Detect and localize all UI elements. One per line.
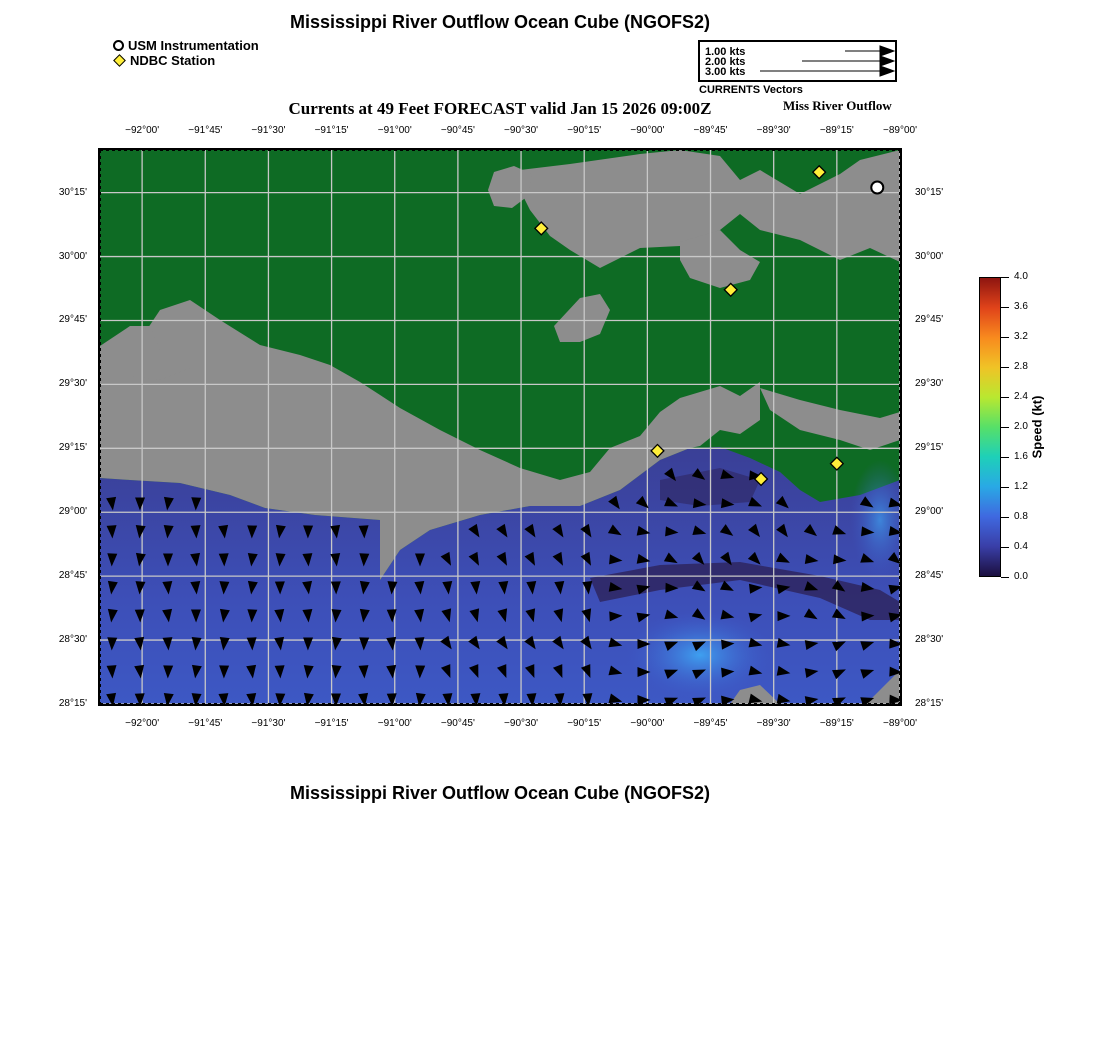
lat-tick-label: 28°15' [58,698,87,709]
lat-tick-label: 30°15' [58,186,87,198]
lat-tick-label: 28°45' [58,570,87,582]
colorbar-tick-label: 1.6 [1014,451,1028,462]
lon-tick-label: −91°15' [314,718,349,729]
colorbar-tick-mark [1001,577,1009,578]
lon-tick-label: −90°15' [567,125,602,136]
colorbar-tick-mark [1001,337,1009,338]
lon-tick-label: −89°30' [756,125,791,136]
lon-tick-label: −89°00' [883,718,917,729]
colorbar-tick-label: 1.2 [1014,481,1028,492]
lat-tick-label: 30°00' [915,250,944,262]
vector-key-row-3: 3.00 kts [705,66,746,78]
colorbar-tick-mark [1001,457,1009,458]
vector-key-arrows [700,42,895,80]
lon-tick-label: −90°00' [630,125,665,136]
lat-tick-label: 30°15' [915,186,944,198]
lon-tick-label: −90°45' [440,718,475,729]
open-circle-icon [113,40,124,51]
vector-key-title: CURRENTS Vectors [699,84,803,96]
colorbar-tick-mark [1001,427,1009,428]
lat-tick-label: 28°30' [915,634,944,646]
vector-key-row-2: 2.00 kts [705,56,746,68]
lat-tick-label: 29°30' [58,378,87,390]
map-subtitle: Currents at 49 Feet FORECAST valid Jan 15 2026 09:00Z [288,99,712,118]
map-frame [98,148,902,706]
colorbar-tick-mark [1001,487,1009,488]
legend-ndbc [113,53,215,68]
lon-tick-label: −89°15' [819,718,854,729]
legend-usm [113,38,259,53]
lon-tick-label: −90°30' [504,125,539,136]
lat-tick-label: 29°45' [915,314,944,326]
lon-tick-label: −89°30' [756,718,791,729]
colorbar-tick-mark [1001,547,1009,548]
colorbar-tick-mark [1001,277,1009,278]
speed-colorbar [979,277,1001,577]
lon-tick-label: −90°00' [630,718,665,729]
lon-tick-label: −89°45' [693,125,728,136]
colorbar-tick-label: 2.4 [1014,391,1028,402]
lat-tick-label: 29°00' [915,506,944,518]
lon-tick-label: −92°00' [125,125,160,136]
lon-tick-label: −91°00' [377,125,412,136]
currents-map [98,148,902,706]
footer-title: Mississippi River Outflow Ocean Cube (NGOFS2) [289,783,711,803]
lat-tick-label: 29°45' [58,314,87,326]
colorbar-tick-label: 0.0 [1014,571,1028,582]
lat-tick-label: 29°15' [58,442,87,454]
lat-tick-label: 28°30' [58,634,87,646]
lon-tick-label: −89°00' [883,125,917,136]
lon-tick-label: −90°30' [504,718,539,729]
colorbar-tick-label: 0.4 [1014,541,1028,552]
legend-ndbc-label: NDBC Station [130,53,216,68]
colorbar-tick-mark [1001,307,1009,308]
page-title: Mississippi River Outflow Ocean Cube (NGOFS2) [289,12,711,32]
lat-tick-label: 30°00' [58,250,87,262]
colorbar-tick-label: 0.8 [1014,511,1028,522]
arrow-icon [880,56,894,66]
legend-usm-label: USM Instrumentation [128,38,259,53]
yellow-diamond-icon [113,54,126,67]
colorbar-tick-mark [1001,397,1009,398]
colorbar-tick-label: 4.0 [1014,271,1028,282]
lon-tick-label: −91°45' [188,125,223,136]
colorbar-title: Speed (kt) [1029,395,1045,459]
colorbar-tick-label: 3.6 [1014,301,1028,312]
lon-tick-label: −89°45' [693,718,728,729]
colorbar-tick-mark [1001,367,1009,368]
lon-tick-label: −91°30' [251,718,286,729]
lon-tick-label: −90°45' [440,125,475,136]
colorbar-tick-mark [1001,517,1009,518]
colorbar-tick-label: 3.2 [1014,331,1028,342]
colorbar-tick-label: 2.0 [1014,421,1028,432]
lon-tick-label: −89°15' [819,125,854,136]
lat-tick-label: 28°45' [915,570,944,582]
usm-station-marker [871,182,883,194]
lon-tick-label: −91°45' [188,718,223,729]
region-label: Miss River Outflow [783,98,892,113]
lat-tick-label: 29°00' [58,506,87,518]
lat-tick-label: 29°15' [915,442,944,454]
arrow-icon [880,66,894,76]
lat-tick-label: 28°15' [915,698,944,709]
arrow-icon [880,46,894,56]
lon-tick-label: −91°00' [377,718,412,729]
vector-key-row-1: 1.00 kts [705,46,746,58]
lon-tick-label: −92°00' [125,718,160,729]
lat-tick-label: 29°30' [915,378,944,390]
lon-tick-label: −91°15' [314,125,349,136]
vector-key-box [698,40,897,82]
lon-tick-label: −90°15' [567,718,602,729]
lon-tick-label: −91°30' [251,125,286,136]
colorbar-tick-label: 2.8 [1014,361,1028,372]
